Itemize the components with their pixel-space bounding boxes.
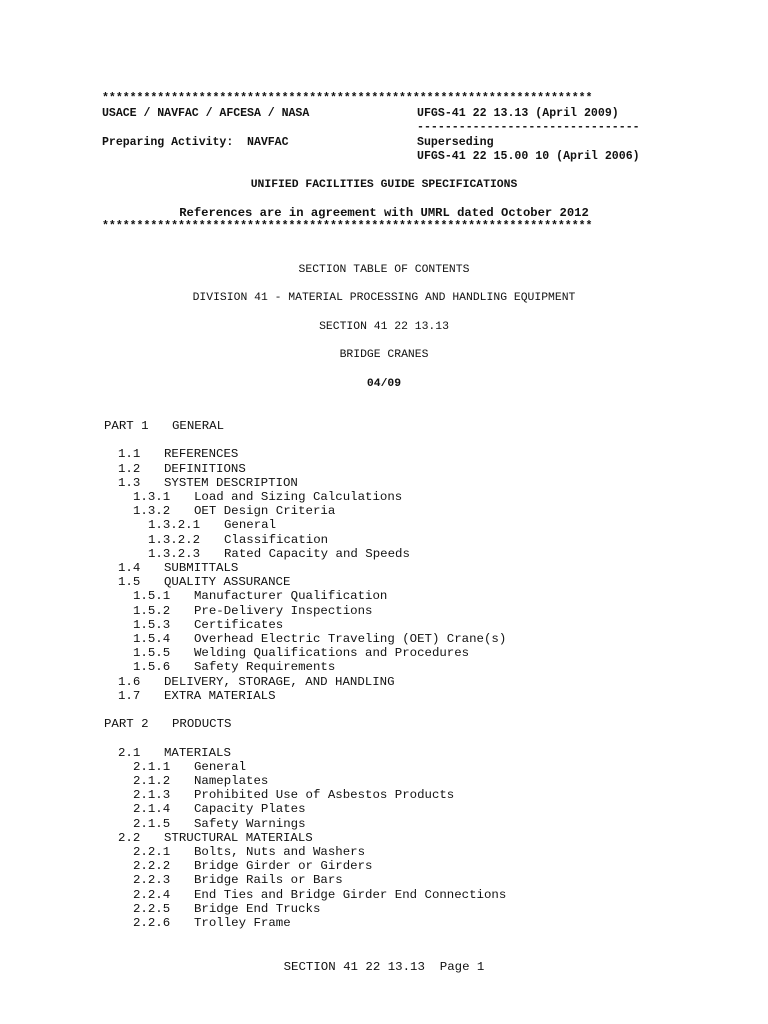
toc-entry-title: MATERIALS	[164, 745, 231, 760]
toc-entry-title: QUALITY ASSURANCE	[164, 575, 291, 590]
guide-title: UNIFIED FACILITIES GUIDE SPECIFICATIONS	[250, 179, 518, 191]
toc-entry-number: 1.6	[118, 674, 141, 689]
toc-entry-title: REFERENCES	[164, 447, 239, 462]
toc-entry-title: EXTRA MATERIALS	[164, 688, 276, 703]
page-footer: SECTION 41 22 13.13 Page 1	[283, 960, 485, 974]
toc-entry-number: 1.5.6	[133, 660, 171, 675]
toc-entry-title: PRODUCTS	[172, 717, 232, 732]
toc-entry-number: PART 2	[104, 717, 149, 732]
toc-entry-title: General	[194, 759, 247, 774]
toc-entry-number: 2.1.4	[133, 802, 171, 817]
toc-entry-number: PART 1	[104, 419, 149, 433]
header-stars-bottom: ***********************************************************************	[102, 220, 593, 233]
toc-entry-title: Rated Capacity and Speeds	[224, 546, 410, 561]
toc-entry-number: 2.1	[118, 745, 141, 760]
toc-entry-title: End Ties and Bridge Girder End Connections	[194, 887, 507, 902]
toc-entry-title: Manufacturer Qualification	[194, 589, 388, 604]
toc-entry-number: 1.3.2.3	[148, 546, 201, 561]
toc-entry-title: GENERAL	[172, 419, 225, 433]
toc-entry-title: OET Design Criteria	[194, 504, 336, 519]
section-toc-title: SECTION TABLE OF CONTENTS	[298, 264, 470, 276]
toc-entry-number: 1.5.1	[133, 589, 171, 604]
toc-entry-number: 1.7	[118, 688, 141, 703]
toc-entry-title: Certificates	[194, 617, 284, 632]
toc-entry-title: Capacity Plates	[194, 802, 306, 817]
toc-entry-number: 1.2	[118, 461, 141, 476]
toc-entry-number: 2.1.2	[133, 774, 171, 788]
toc-entry-number: 1.3.1	[133, 490, 171, 504]
toc-entry-number: 1.5.2	[133, 603, 171, 618]
header-stars-top: ***********************************************************************	[102, 92, 593, 105]
toc-entry-title: DELIVERY, STORAGE, AND HANDLING	[164, 674, 395, 689]
toc-entry-title: Bridge End Trucks	[194, 901, 321, 916]
toc-entry-title: Safety Warnings	[194, 816, 306, 831]
toc-entry-number: 1.5.4	[133, 632, 171, 646]
toc-entry-title: SYSTEM DESCRIPTION	[164, 475, 298, 490]
superseding-label: Superseding	[417, 136, 494, 149]
toc-entry-number: 2.1.1	[133, 759, 171, 774]
toc-entry-title: Classification	[224, 532, 329, 547]
toc-entry-title: Nameplates	[194, 774, 269, 788]
toc-entry-number: 2.2.6	[133, 916, 171, 930]
toc-entry-title: STRUCTURAL MATERIALS	[164, 830, 313, 845]
toc-entry-title: Prohibited Use of Asbestos Products	[194, 788, 455, 803]
toc-entry-title: Pre-Delivery Inspections	[194, 603, 373, 618]
toc-entry-title: Trolley Frame	[194, 916, 291, 930]
toc-entry-title: Bridge Rails or Bars	[194, 873, 343, 888]
toc-entry-title: SUBMITTALS	[164, 561, 239, 575]
superseded-spec: UFGS-41 22 15.00 10 (April 2006)	[417, 150, 640, 163]
toc-entry-number: 1.3.2.2	[148, 532, 201, 547]
toc-entry-number: 1.3	[118, 475, 141, 490]
toc-entry-title: DEFINITIONS	[164, 461, 246, 476]
agencies-label: USACE / NAVFAC / AFCESA / NASA	[102, 107, 310, 120]
toc-entry-number: 2.2.2	[133, 859, 171, 874]
section-number: SECTION 41 22 13.13	[319, 321, 449, 333]
toc-entry-number: 2.2.3	[133, 873, 171, 888]
section-name: BRIDGE CRANES	[339, 349, 429, 361]
toc-entry-title: General	[224, 518, 277, 533]
division-title: DIVISION 41 - MATERIAL PROCESSING AND HANDLING EQUIPMENT	[192, 292, 576, 304]
toc-entry-title: Bolts, Nuts and Washers	[194, 845, 366, 859]
toc-entry-title: Load and Sizing Calculations	[194, 490, 403, 504]
toc-entry-number: 1.5.5	[133, 646, 171, 661]
preparing-activity: Preparing Activity: NAVFAC	[102, 136, 289, 149]
toc-entry-title: Bridge Girder or Girders	[194, 859, 373, 874]
toc-entry-number: 2.1.3	[133, 788, 171, 803]
references-note: References are in agreement with UMRL dated October 2012	[179, 206, 589, 220]
toc-entry-number: 2.2	[118, 830, 141, 845]
spec-id: UFGS-41 22 13.13 (April 2009)	[417, 107, 619, 120]
toc-entry-title: Welding Qualifications and Procedures	[194, 646, 470, 661]
toc-entry-number: 1.4	[118, 561, 141, 575]
toc-entry-number: 1.1	[118, 447, 141, 462]
section-date: 04/09	[366, 378, 402, 390]
toc-entry-number: 1.3.2	[133, 504, 171, 519]
toc-entry-number: 1.5	[118, 575, 141, 590]
toc-entry-number: 1.5.3	[133, 617, 171, 632]
toc-entry-title: Safety Requirements	[194, 660, 336, 675]
toc-entry-number: 1.3.2.1	[148, 518, 201, 533]
toc-entry-number: 2.2.1	[133, 845, 171, 859]
toc-entry-title: Overhead Electric Traveling (OET) Crane(s)	[194, 632, 507, 646]
toc-entry-number: 2.2.5	[133, 901, 171, 916]
header-dashes: --------------------------------	[417, 121, 640, 134]
toc-entry-number: 2.2.4	[133, 887, 171, 902]
toc-entry-number: 2.1.5	[133, 816, 171, 831]
